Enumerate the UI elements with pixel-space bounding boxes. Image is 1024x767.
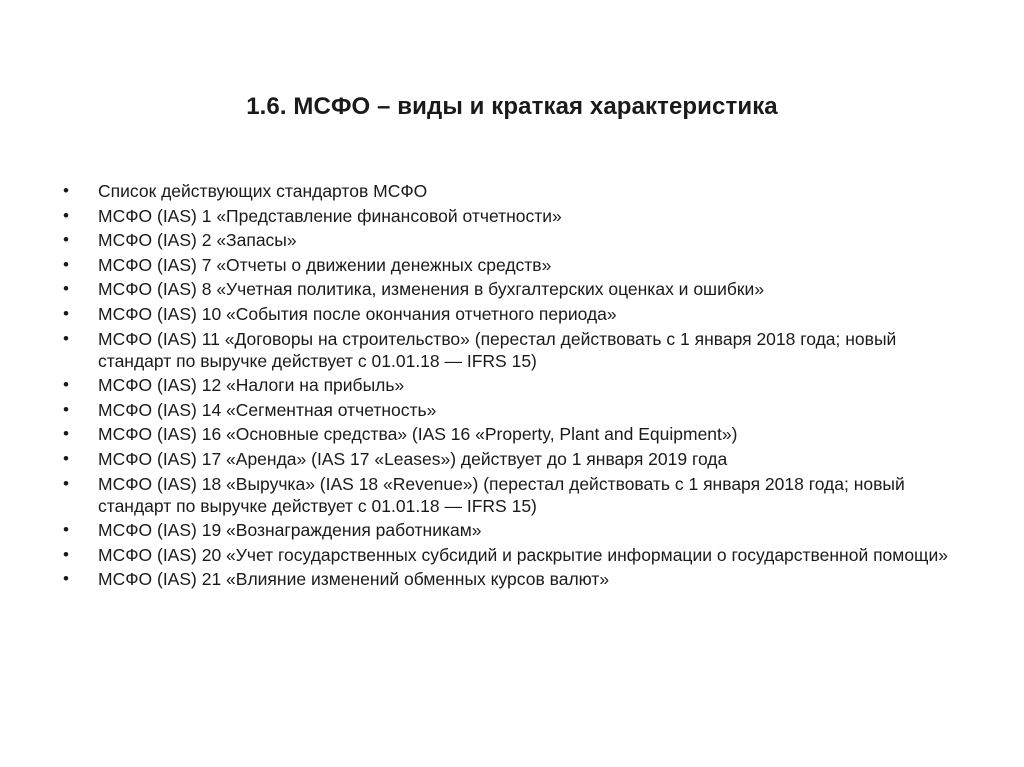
- list-item-text: Список действующих стандартов МСФО: [98, 181, 428, 201]
- list-item-text: МСФО (IAS) 21 «Влияние изменений обменных курсов валют»: [98, 569, 610, 590]
- list-item: [60, 205, 960, 227]
- list-item: [60, 473, 960, 517]
- list-item-text: МСФО (IAS) 11 «Договоры на строительство» (перестал действовать с 1 января 2018 года; новый стандарт по выручке действует с 01.01.18 — IFRS 15): [98, 328, 897, 371]
- list-item: [60, 519, 960, 541]
- bullet-icon: •: [63, 328, 69, 348]
- list-item-text: МСФО (IAS) 8 «Учетная политика, изменения в бухгалтерских оценках и ошибки»: [98, 279, 765, 300]
- bullet-icon: •: [63, 181, 69, 200]
- list-item-text: МСФО (IAS) 14 «Сегментная отчетность»: [98, 399, 437, 420]
- list-item: [60, 229, 960, 251]
- list-item-text: МСФО (IAS) 1 «Представление финансовой отчетности»: [98, 205, 562, 226]
- list-item-text: МСФО (IAS) 17 «Аренда» (IAS 17 «Leases») действует до 1 января 2019 года: [98, 448, 728, 469]
- bullet-icon: •: [63, 448, 69, 468]
- list-item: [60, 448, 960, 470]
- list-item: [60, 399, 960, 421]
- list-item: [60, 423, 960, 445]
- bullet-icon: •: [63, 473, 69, 493]
- list-item: [60, 278, 960, 300]
- slide-title: 1.6. МСФО – виды и краткая характеристика: [246, 93, 778, 120]
- bullet-icon: •: [63, 254, 69, 274]
- list-item: [60, 254, 960, 276]
- bullet-icon: •: [63, 569, 69, 589]
- bullet-icon: •: [63, 205, 69, 225]
- bullet-icon: •: [63, 230, 69, 250]
- list-item: [60, 180, 960, 202]
- bullet-icon: •: [63, 544, 69, 564]
- bullet-icon: •: [63, 303, 69, 323]
- bullet-icon: •: [63, 520, 69, 540]
- list-item: [60, 303, 960, 325]
- list-item-text: МСФО (IAS) 2 «Запасы»: [98, 230, 297, 251]
- list-item-text: МСФО (IAS) 10 «События после окончания отчетного периода»: [98, 303, 617, 324]
- bullet-icon: •: [63, 399, 69, 419]
- list-item: [60, 374, 960, 396]
- list-item: [60, 328, 960, 372]
- list-item-text: МСФО (IAS) 19 «Вознаграждения работникам»: [98, 520, 482, 541]
- standards-list: [60, 180, 960, 593]
- list-item-text: МСФО (IAS) 7 «Отчеты о движении денежных средств»: [98, 254, 552, 275]
- list-item-text: МСФО (IAS) 18 «Выручка» (IAS 18 «Revenue») (перестал действовать с 1 января 2018 года; новый стандарт по выручке действует с 01.01.18 — IFRS 15): [98, 473, 905, 516]
- list-item-text: МСФО (IAS) 20 «Учет государственных субсидий и раскрытие информации о государственной помощи»: [98, 544, 948, 565]
- list-item-text: МСФО (IAS) 16 «Основные средства» (IAS 16 «Property, Plant and Equipment»): [98, 424, 738, 445]
- bullet-icon: •: [63, 375, 69, 395]
- bullet-icon: •: [63, 279, 69, 299]
- list-item: [60, 568, 960, 590]
- list-item-text: МСФО (IAS) 12 «Налоги на прибыль»: [98, 375, 405, 396]
- list-item: [60, 544, 960, 566]
- bullet-icon: •: [63, 424, 69, 444]
